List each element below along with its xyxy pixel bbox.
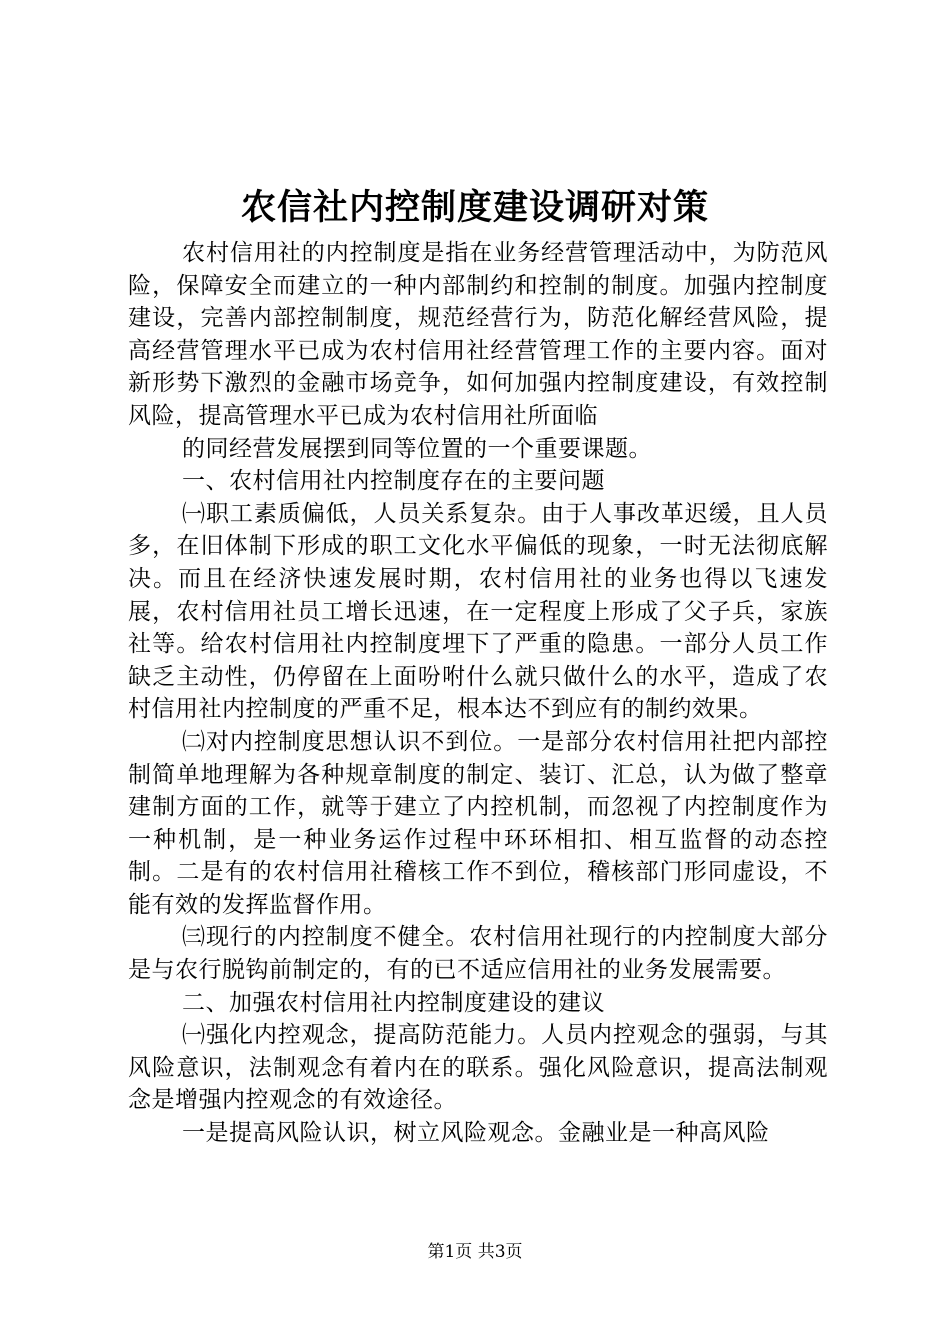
document-title: 农信社内控制度建设调研对策 bbox=[240, 187, 709, 228]
paragraph-intro-continued: 的同经营发展摆到同等位置的一个重要课题。 bbox=[182, 435, 652, 462]
paragraph-problem-3: ㈢现行的内控制度不健全。农村信用社现行的内控制度大部分是与农行脱钩前制定的，有的已不适应信用社的业务发展需要。 bbox=[128, 924, 828, 984]
paragraph-problem-2: ㈡对内控制度思想认识不到位。一是部分农村信用社把内部控制简单地理解为各种规章制度的制定、装订、汇总，认为做了整章建制方面的工作，就等于建立了内控机制，而忽视了内控制度作为一种机制，是一种业务运作过程中环环相扣、相互监督的动态控制。二是有的农村信用社稽核工作不到位，稽核部门形同虚设，不能有效的发挥监督作用。 bbox=[128, 728, 828, 918]
section-heading-suggestions: 二、加强农村信用社内控制度建设的建议 bbox=[182, 989, 605, 1016]
document-body bbox=[128, 237, 828, 1150]
paragraph-suggestion-1: ㈠强化内控观念，提高防范能力。人员内控观念的强弱，与其风险意识，法制观念有着内在的联系。强化风险意识，提高法制观念是增强内控观念的有效途径。 bbox=[128, 1022, 828, 1114]
paragraph-intro: 农村信用社的内控制度是指在业务经营管理活动中，为防范风险，保障安全而建立的一种内部制约和控制的制度。加强内控制度建设，完善内部控制制度，规范经营行为，防范化解经营风险，提高经营管理水平已成为农村信用社经营管理工作的主要内容。面对新形势下激烈的金融市场竞争，如何加强内控制度建设，有效控制风险，提高管理水平已成为农村信用社所面临 bbox=[128, 240, 828, 429]
page-number: 第1页 共3页 bbox=[427, 1242, 523, 1262]
section-heading-problems: 一、农村信用社内控制度存在的主要问题 bbox=[182, 468, 605, 495]
paragraph-suggestion-1-point: 一是提高风险认识，树立风险观念。金融业是一种高风险 bbox=[182, 1120, 770, 1147]
paragraph-problem-1: ㈠职工素质偏低，人员关系复杂。由于人事改革迟缓，且人员多，在旧体制下形成的职工文化水平偏低的现象，一时无法彻底解决。而且在经济快速发展时期，农村信用社的业务也得以飞速发展，农村信用社员工增长迅速，在一定程度上形成了父子兵，家族社等。给农村信用社内控制度埋下了严重的隐患。一部分人员工作缺乏主动性，仍停留在上面吩咐什么就只做什么的水平，造成了农村信用社内控制度的严重不足，根本达不到应有的制约效果。 bbox=[128, 500, 828, 723]
page-footer bbox=[0, 1240, 950, 1264]
